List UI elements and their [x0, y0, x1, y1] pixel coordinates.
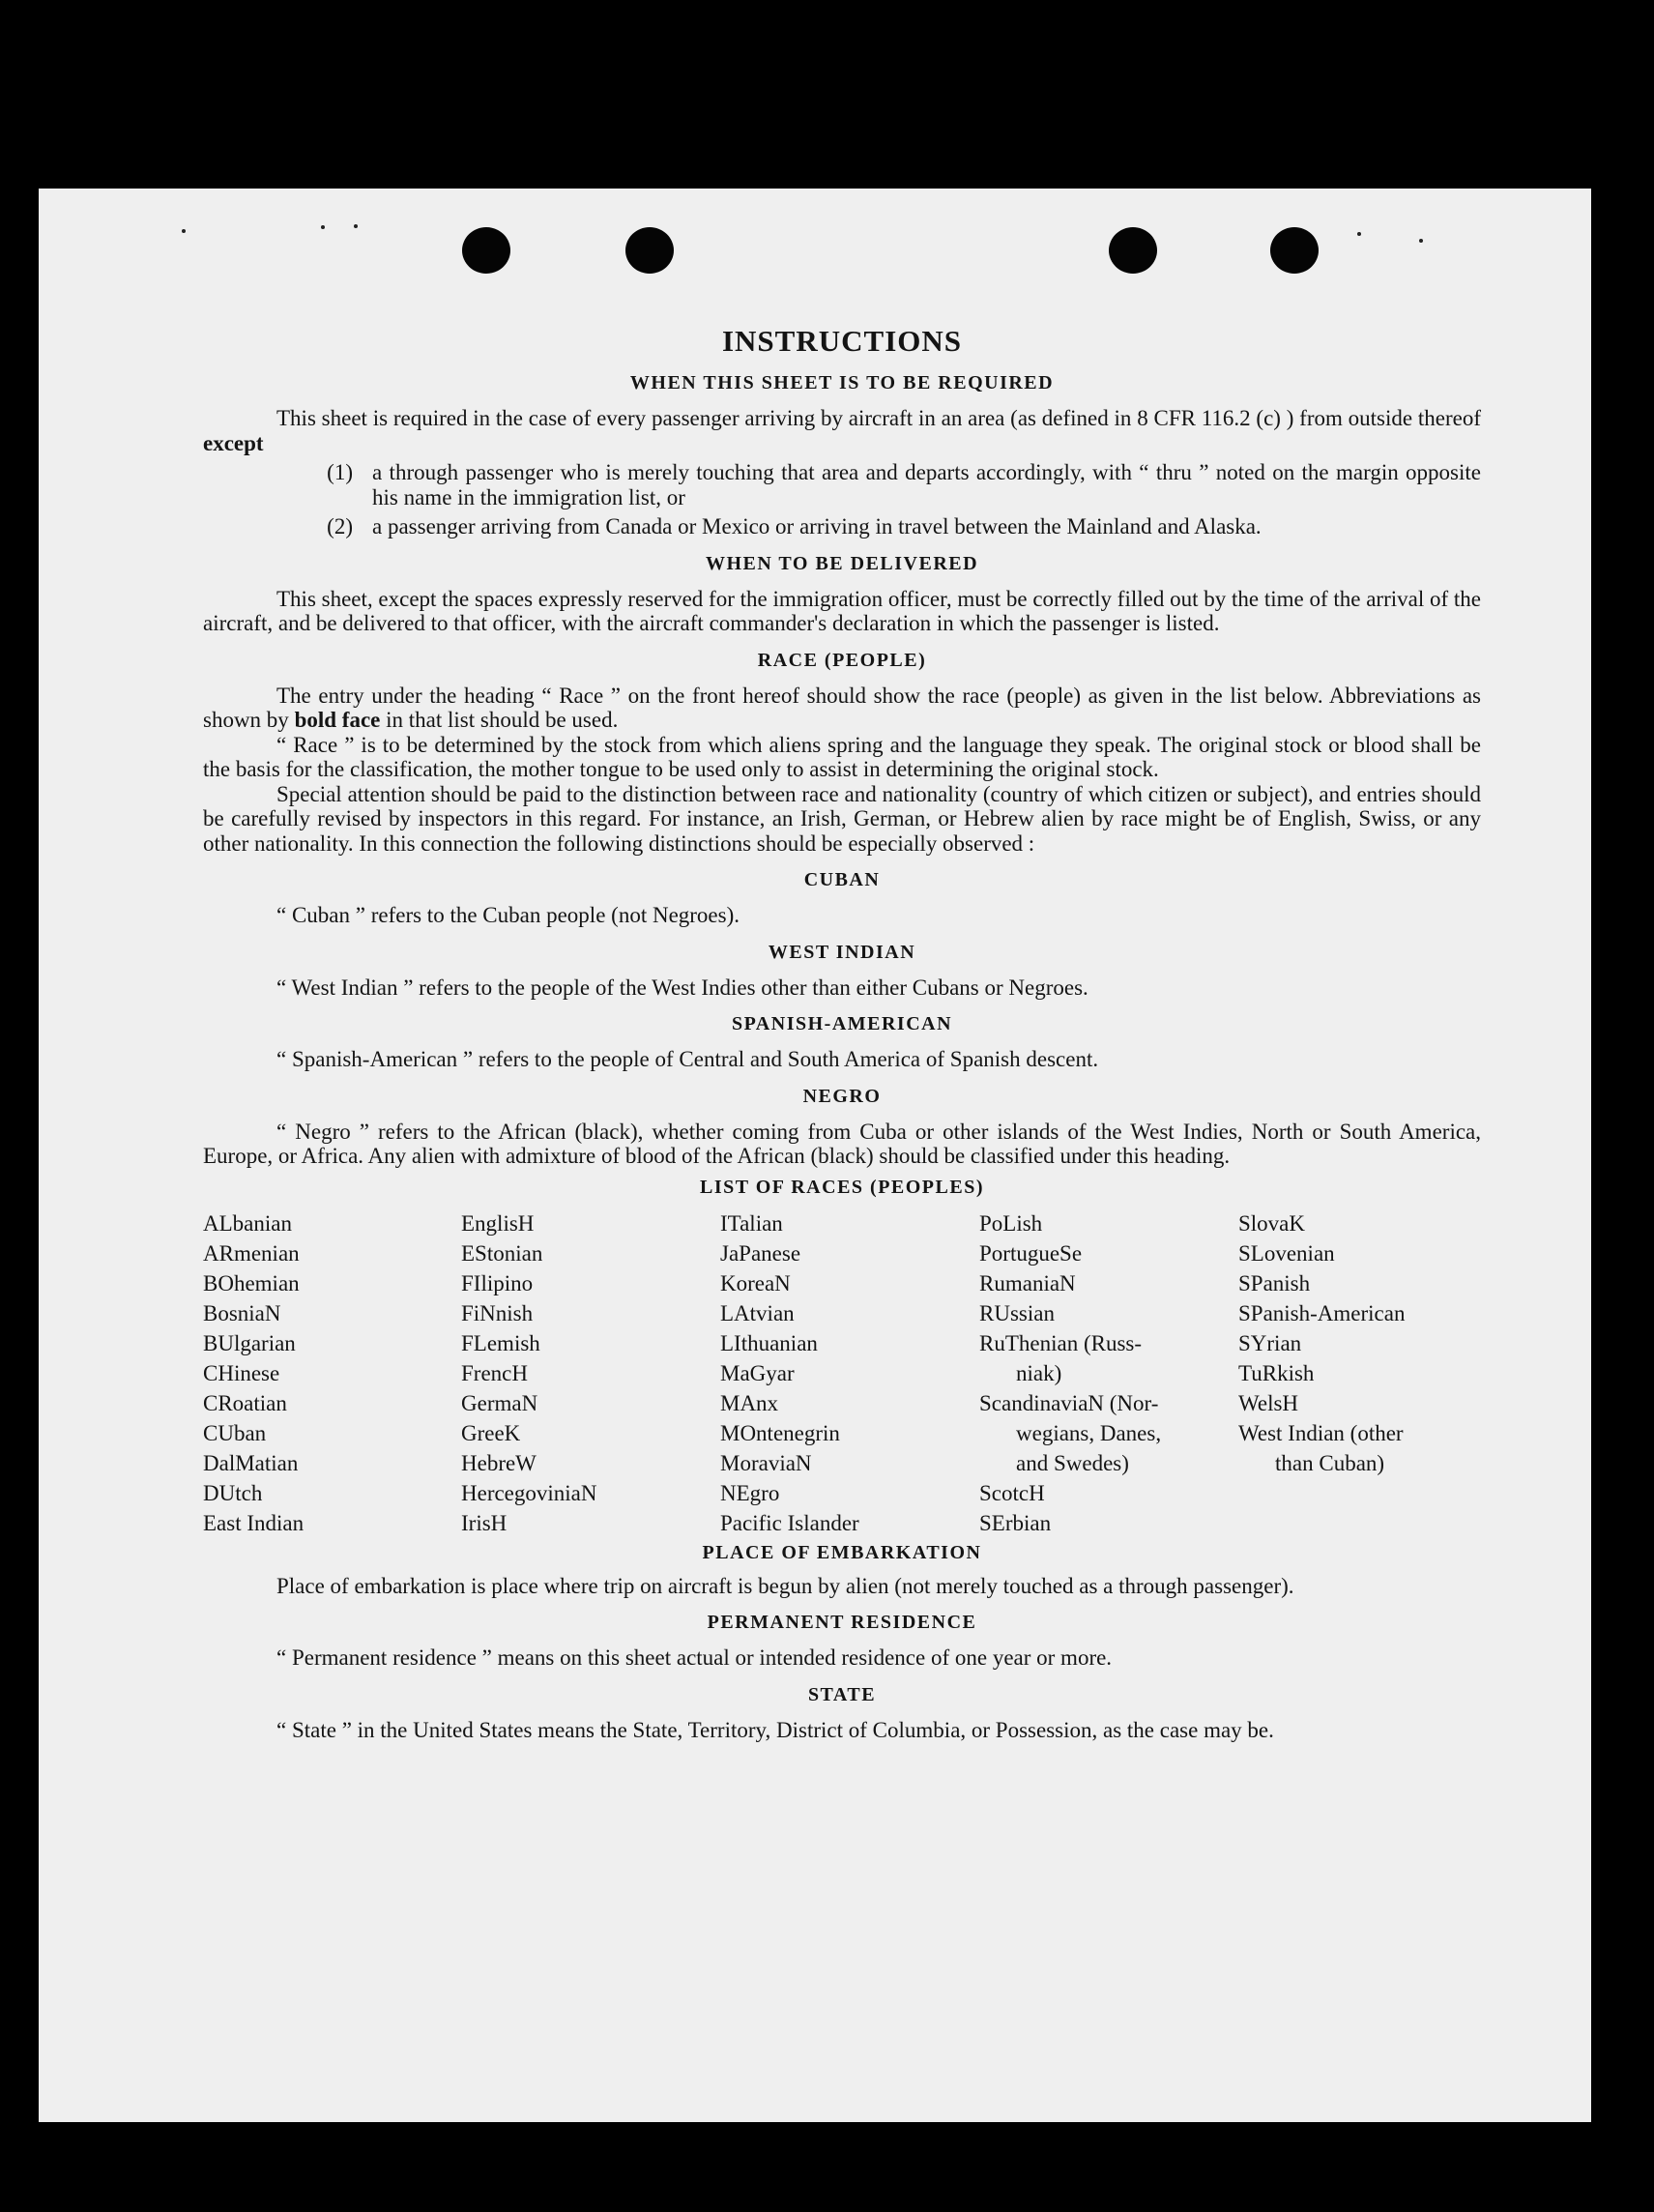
- race-entry: MOntenegrin: [720, 1420, 840, 1445]
- race-entry: West Indian (other: [1238, 1420, 1404, 1445]
- race-entry: LIthuanian: [720, 1330, 818, 1355]
- heading-race: RACE (PEOPLE): [757, 649, 927, 671]
- race-entry: SPanish-American: [1238, 1300, 1406, 1325]
- race-entry: SLovenian: [1238, 1240, 1335, 1266]
- document-sheet: [39, 189, 1591, 2122]
- race-entry: DalMatian: [203, 1450, 299, 1475]
- race-entry: MaGyar: [720, 1360, 795, 1385]
- heading-residence: PERMANENT RESIDENCE: [707, 1612, 977, 1633]
- delivered-text: This sheet, except the spaces expressly reserved for the immigration officer, must be correctly filled out by the time of the arrival of the aircraft, and be delivered to that officer, with the aircraft commander's declaration in which the passenger is listed.: [203, 586, 1481, 635]
- race-entry: CRoatian: [203, 1390, 287, 1415]
- race-paragraph-1: [203, 684, 1481, 733]
- race-entry: FrencH: [461, 1360, 528, 1385]
- race-entry: SlovaK: [1238, 1210, 1305, 1236]
- race-entry-continued: wegians, Danes,: [1016, 1420, 1162, 1445]
- race-entry: SYrian: [1238, 1330, 1302, 1355]
- race-entry: BosniaN: [203, 1300, 281, 1325]
- required-intro-text: This sheet is required in the case of every passenger arriving by aircraft in an area (as defined in 8 CFR 116.2 (c) ) from outside thereof: [276, 406, 1481, 430]
- race-entry: RumaniaN: [979, 1270, 1076, 1295]
- races-list: [203, 1208, 1481, 1538]
- race-paragraph-2: “ Race ” is to be determined by the stock from which aliens spring and the language they speak. The original stock or blood shall be the basis for the classification, the mother tongue to be used only to assist in determining the original stock.: [203, 732, 1481, 781]
- race-p1-after: in that list should be used.: [386, 708, 619, 732]
- heading-races-list: LIST OF RACES (PEOPLES): [699, 1176, 984, 1198]
- race-entry: HercegoviniaN: [461, 1480, 597, 1505]
- punch-hole: [1270, 227, 1319, 274]
- scan-speck: [182, 229, 186, 233]
- race-entry: East Indian: [203, 1510, 305, 1535]
- heading-required: WHEN THIS SHEET IS TO BE REQUIRED: [629, 372, 1055, 393]
- item-number: (2): [327, 514, 353, 538]
- race-entry: SErbian: [979, 1510, 1052, 1535]
- scan-speck: [1357, 232, 1361, 236]
- item-text: a through passenger who is merely touching that area and departs accordingly, with “ thru ” noted on the margin opposite his name in the immigration list, or: [372, 460, 1481, 509]
- race-entry: MoraviaN: [720, 1450, 812, 1475]
- heading-spanish-american: SPANISH-AMERICAN: [731, 1013, 953, 1034]
- race-entry: FiNnish: [461, 1300, 534, 1325]
- race-entry: PortugueSe: [979, 1240, 1083, 1266]
- race-p1-bold: bold face: [294, 708, 381, 732]
- heading-embarkation: PLACE OF EMBARKATION: [702, 1541, 982, 1563]
- race-entry: BOhemian: [203, 1270, 300, 1295]
- race-entry: CUban: [203, 1420, 267, 1445]
- race-entry: RUssian: [979, 1300, 1055, 1325]
- heading-delivered: WHEN TO BE DELIVERED: [705, 552, 979, 574]
- embarkation-text: Place of embarkation is place where trip on aircraft is begun by alien (not merely touched as a through passenger).: [276, 1573, 1294, 1598]
- race-entry: LAtvian: [720, 1300, 795, 1325]
- races-column-4: [979, 1208, 1238, 1538]
- race-paragraph-3: Special attention should be paid to the distinction between race and nationality (country of which citizen or subject), and entries should be carefully revised by inspectors in this regard. For instance, an Irish, German, or Hebrew alien by race might be of English, Swiss, or any other nationality. In this connection the following distinctions should be especially observed :: [203, 781, 1481, 856]
- heading-state: STATE: [807, 1683, 877, 1705]
- race-entry: NEgro: [720, 1480, 780, 1505]
- page-title: INSTRUCTIONS: [721, 324, 962, 358]
- race-entry: KoreaN: [720, 1270, 791, 1295]
- race-entry: Pacific Islander: [720, 1510, 859, 1535]
- state-text: “ State ” in the United States means the State, Territory, District of Columbia, or Possession, as the case may be.: [276, 1717, 1274, 1742]
- race-entry: SPanish: [1238, 1270, 1311, 1295]
- race-entry: ScotcH: [979, 1480, 1045, 1505]
- list-item: [203, 514, 1481, 539]
- race-entry: FIlipino: [461, 1270, 534, 1295]
- race-entry: FLemish: [461, 1330, 540, 1355]
- punch-hole: [1109, 227, 1157, 274]
- race-entry: GreeK: [461, 1420, 521, 1445]
- race-entry: ScandinaviaN (Nor-: [979, 1390, 1159, 1415]
- punch-hole: [462, 227, 510, 274]
- scan-speck: [321, 225, 325, 229]
- cuban-text: “ Cuban ” refers to the Cuban people (not Negroes).: [276, 903, 740, 927]
- race-entry: ARmenian: [203, 1240, 300, 1266]
- heading-west-indian: WEST INDIAN: [768, 941, 916, 963]
- race-entry: MAnx: [720, 1390, 779, 1415]
- instructions-content: [203, 324, 1481, 1742]
- spanish-american-text: “ Spanish-American ” refers to the people of Central and South America of Spanish descent.: [276, 1047, 1099, 1071]
- residence-text: “ Permanent residence ” means on this sheet actual or intended residence of one year or more.: [276, 1645, 1113, 1670]
- race-entry: IrisH: [461, 1510, 508, 1535]
- race-entry: WelsH: [1238, 1390, 1299, 1415]
- race-entry: PoLish: [979, 1210, 1043, 1236]
- west-indian-text: “ West Indian ” refers to the people of the West Indies other than either Cubans or Negroes.: [276, 975, 1088, 1000]
- race-entry: GermaN: [461, 1390, 538, 1415]
- races-column-2: [461, 1208, 720, 1538]
- race-entry-continued: than Cuban): [1275, 1450, 1385, 1475]
- races-column-3: [720, 1208, 979, 1538]
- scan-speck: [1419, 239, 1423, 243]
- item-text: a passenger arriving from Canada or Mexico or arriving in travel between the Mainland and Alaska.: [372, 514, 1262, 538]
- scan-speck: [354, 224, 358, 228]
- race-entry: HebreW: [461, 1450, 537, 1475]
- punch-hole: [625, 227, 674, 274]
- race-entry: BUlgarian: [203, 1330, 296, 1355]
- races-column-1: [203, 1208, 461, 1538]
- race-p1-text: The entry under the heading “ Race ” on the front hereof should show the race (people) as given in the list below. Abbreviations as shown by: [203, 683, 1481, 732]
- race-entry: CHinese: [203, 1360, 280, 1385]
- race-entry: ITalian: [720, 1210, 783, 1236]
- heading-negro: NEGRO: [802, 1085, 882, 1107]
- race-entry-continued: niak): [1016, 1360, 1062, 1385]
- list-item: [203, 460, 1481, 509]
- race-entry: TuRkish: [1238, 1360, 1315, 1385]
- heading-cuban: CUBAN: [803, 869, 881, 890]
- negro-text: “ Negro ” refers to the African (black), whether coming from Cuba or other islands of the West Indies, North or South America, Europe, or Africa. Any alien with admixture of blood of the African (black) should be classified under this heading.: [203, 1119, 1481, 1168]
- required-intro: [203, 406, 1481, 455]
- race-entry: JaPanese: [720, 1240, 801, 1266]
- race-entry-continued: and Swedes): [1016, 1450, 1129, 1475]
- item-number: (1): [327, 460, 353, 484]
- race-entry: EnglisH: [461, 1210, 535, 1236]
- race-entry: RuThenian (Russ-: [979, 1330, 1143, 1355]
- required-intro-bold: except: [203, 430, 264, 455]
- race-entry: ALbanian: [203, 1210, 292, 1236]
- races-column-5: [1238, 1208, 1481, 1538]
- race-entry: EStonian: [461, 1240, 543, 1266]
- race-entry: DUtch: [203, 1480, 263, 1505]
